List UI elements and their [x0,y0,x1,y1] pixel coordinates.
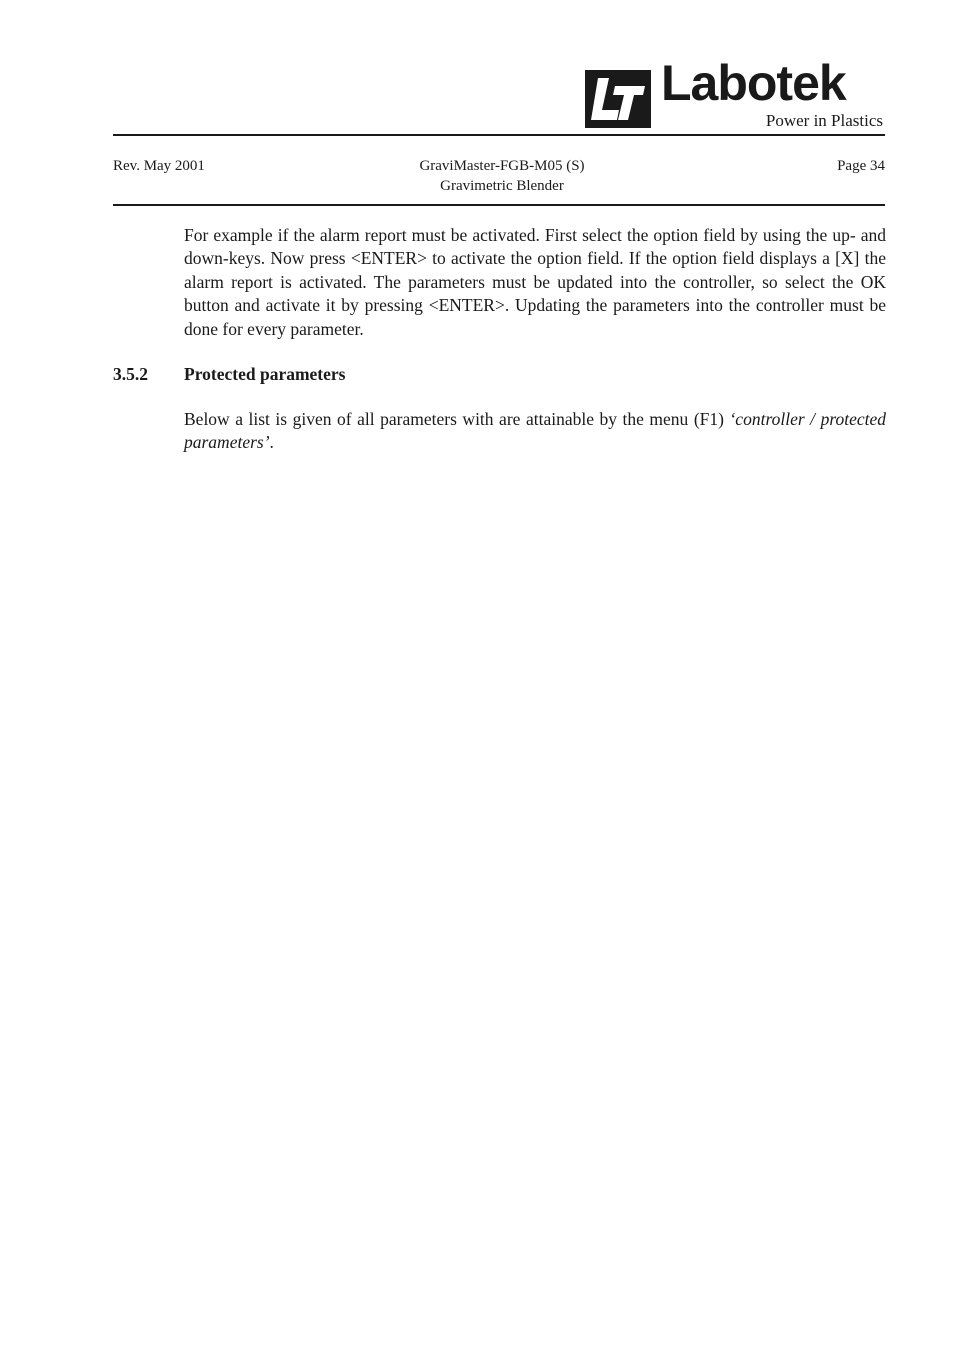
menu-path-reference: ‘controller / protected parameters’ [184,409,887,453]
logo-tagline: Power in Plastics [765,111,883,130]
paragraph-2-end: . [269,432,274,453]
header-document-title [352,156,652,196]
labotek-logo [585,55,885,132]
header-bottom-rule [113,204,885,206]
header-page-number: Page 34 [837,158,885,174]
paragraph-2-text: Below a list is given of all parameters with are attainable by the menu (F1) [184,409,730,429]
labotek-logo-mark [585,70,651,128]
header-top-rule [113,134,885,136]
body-paragraph-1: For example if the alarm report must be activated. First select the option field by using the up- and down-keys. Now press <ENTER> to activate the option field. If the option field displays a [X] the alarm report is activated. The parameters must be updated into the controller, so select the OK button and activate it by pressing <ENTER>. Updating the parameters into the controller must be done for every parameter. [184,225,886,339]
section-heading: Protected parameters [184,364,346,384]
logo-symbol-icon [585,70,651,128]
logo-wordmark: Labotek [661,55,846,111]
section-number: 3.5.2 [113,364,148,384]
document-title: GraviMaster-FGB-M05 (S) [419,158,585,174]
header-revision: Rev. May 2001 [113,158,205,174]
body-paragraph-2 [184,408,886,455]
document-subtitle: Gravimetric Blender [440,178,564,194]
